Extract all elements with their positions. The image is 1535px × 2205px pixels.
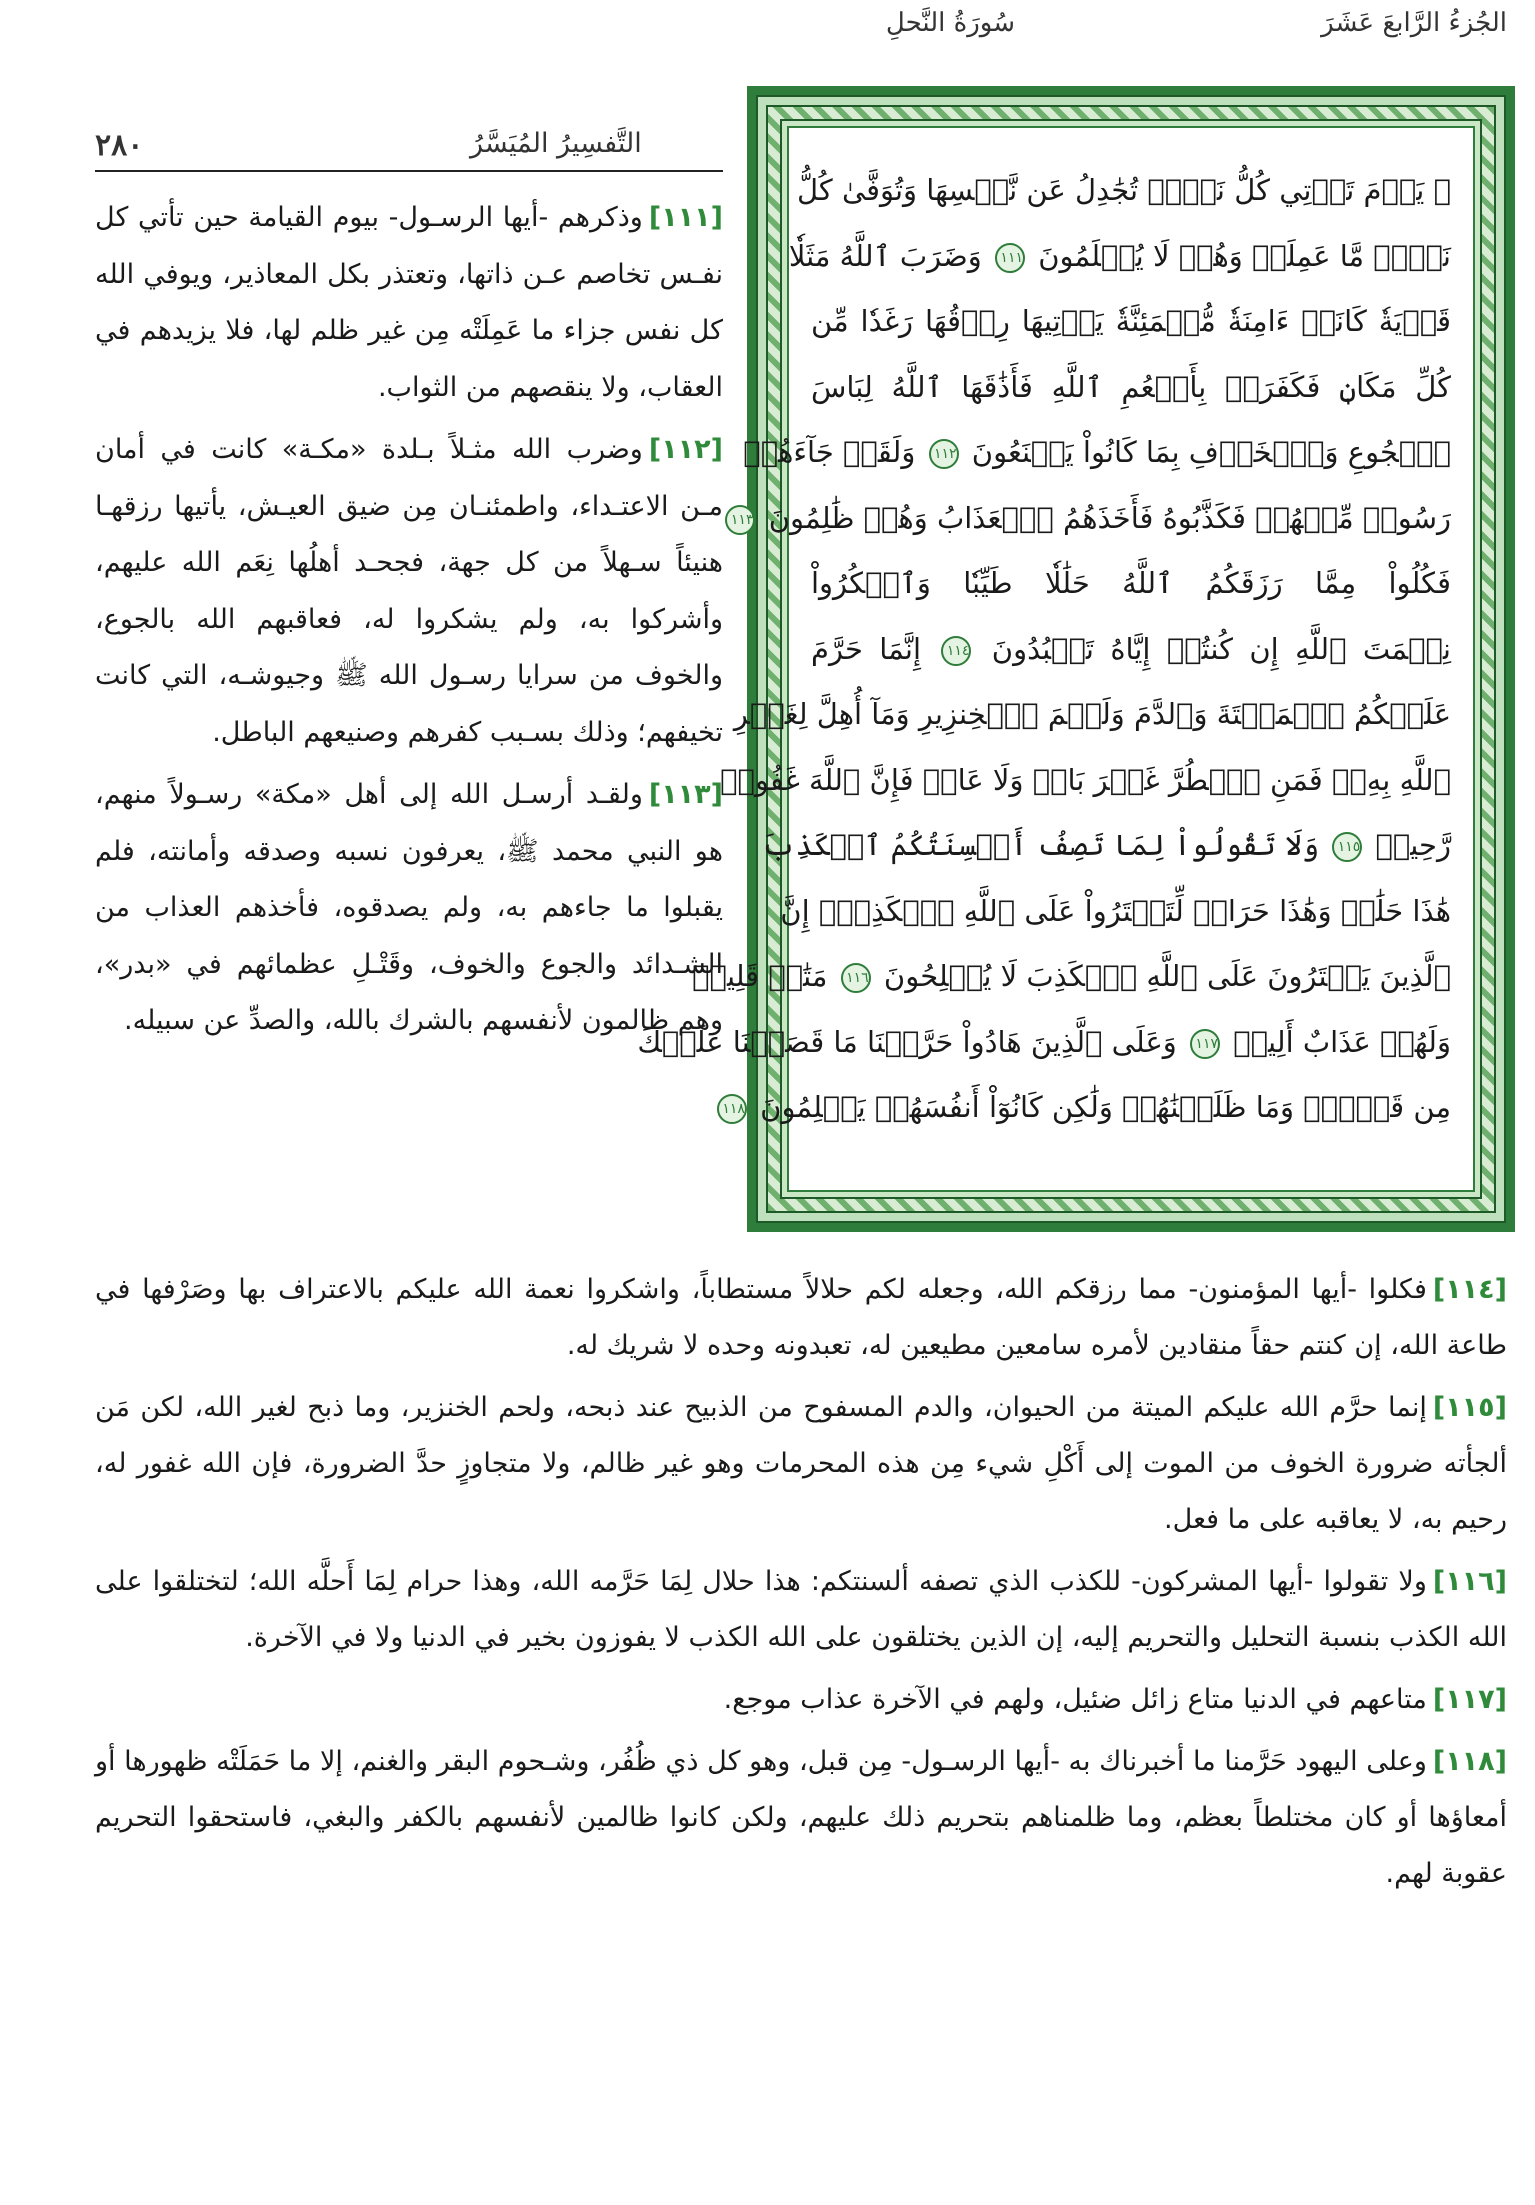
quran-text-segment: وَلَا تَقُولُواْ لِمَا تَصِفُ أَلۡسِنَتُكُمُ ٱلۡكَذِبَ bbox=[761, 828, 1320, 862]
verse-number: [١١١] bbox=[648, 202, 723, 233]
tafsir-paragraph bbox=[95, 1262, 1507, 1374]
quran-text-segment: ٱلَّذِينَ يَفۡتَرُونَ عَلَى ٱللَّهِ ٱلۡكَذِبَ لَا يُفۡلِحُونَ bbox=[883, 959, 1451, 993]
ayah-number-marker: ١١٧ bbox=[1190, 1029, 1220, 1059]
quran-text-segment: إِنَّمَا حَرَّمَ bbox=[811, 631, 921, 666]
quran-line bbox=[730, 486, 1451, 552]
quran-line bbox=[788, 224, 1451, 290]
tafsir-text: وضرب الله مثـلاً بـلدة «مكـة» كانت في أمان مـن الاعتـداء، واطمئنـان مِن ضيق العيـش، يأتيها رزقهـا هنيئاً سـهلاً من كل جهة، فجحـد أهلُها نِعَم الله عليهم، وأشركوا به، ولم يشكروا له، فعاقبهم الله بالجوع، والخوف من سرايا رسـول الله ﷺ وجيوشـه، التي كانت تخيفهم؛ وذلك بسـبب كفرهم وصنيعهم الباطل. bbox=[95, 434, 723, 748]
tafsir-text: وذكرهم -أيها الرسـول- بيوم القيامة حين تأتي كل نفـس تخاصم عـن ذاتها، وتعتذر بكل المعاذير، ويوفي الله كل نفس جزاء ما عَمِلَتْه مِن غير ظلم لها، فلا يزيدهم في العقاب، ولا ينقصهم من الثواب. bbox=[95, 202, 723, 403]
quran-line bbox=[796, 158, 1451, 224]
tafsir-text: ولا تقولوا -أيها المشركون- للكذب الذي تصفه ألسنتكم: هذا حلال لِمَا حَرَّمه الله، وهذا حرام لِمَا أَحلَّه الله؛ لتختلقوا على الله الكذب بنسبة التحليل والتحريم إليه، إن الذين يختلقون على الله الكذب لا يفوزون بخير في الدنيا ولا في الآخرة. bbox=[95, 1566, 1507, 1653]
quran-text-segment: ۞ يَوۡمَ تَأۡتِي كُلُّ نَفۡسٖ تُجَٰدِلُ عَن نَّفۡسِهَا وَتُوَفَّىٰ كُلُّ bbox=[796, 173, 1451, 207]
quran-text-panel bbox=[637, 126, 1475, 1192]
quran-line bbox=[722, 1075, 1451, 1141]
verse-number: [١١٦] bbox=[1432, 1566, 1507, 1597]
quran-line bbox=[811, 289, 1451, 355]
quran-text-segment: فَكُلُواْ مِمَّا رَزَقَكُمُ ٱللَّهُ حَلَٰلٗا طَيِّبٗا وَٱشۡكُرُواْ bbox=[811, 566, 1451, 600]
tafsir-paragraph bbox=[95, 1734, 1507, 1902]
quran-line bbox=[733, 682, 1451, 748]
verse-number: [١١٧] bbox=[1432, 1684, 1507, 1715]
tafsir-text: وعلى اليهود حَرَّمنا ما أخبرناك به -أيها الرسـول- مِن قبل، وهو كل ذي ظُفُر، وشـحوم البقر والغنم، إلا ما حَمَلَتْه ظهورها أو أمعاؤها أو كان مختلطاً بعظم، وما ظلمناهم بتحريم ذلك عليهم، ولكن كانوا ظالمين لأنفسهم بالكفر والبغي، فاستحقوا التحريم عقوبة لهم. bbox=[95, 1746, 1507, 1889]
quran-text-segment: رَسُولٞ مِّنۡهُمۡ فَكَذَّبُوهُ فَأَخَذَهُمُ ٱلۡعَذَابُ وَهُمۡ ظَٰلِمُونَ bbox=[768, 500, 1451, 535]
quran-text-segment: هَٰذَا حَلَٰلٞ وَهَٰذَا حَرَامٞ لِّتَفۡتَرُواْ عَلَى ٱللَّهِ ٱلۡكَذِبَۚ إِنَّ bbox=[780, 893, 1451, 928]
tafsir-title: التَّفسِيرُ المُيَسَّرُ bbox=[470, 128, 642, 159]
tafsir-paragraph bbox=[95, 767, 723, 1050]
quran-text-segment: رَّحِيمٞ bbox=[1375, 828, 1451, 862]
quran-line bbox=[811, 617, 1451, 683]
header-divider bbox=[95, 170, 723, 172]
ayah-number-marker: ١١٤ bbox=[941, 636, 971, 666]
ayah-number-marker: ١١٥ bbox=[1332, 832, 1362, 862]
quran-text-segment: قَرۡيَةٗ كَانَتۡ ءَامِنَةٗ مُّطۡمَئِنَّةٗ يَأۡتِيهَا رِزۡقُهَا رَغَدٗا مِّن bbox=[811, 304, 1451, 338]
tafsir-text: متاعهم في الدنيا متاع زائل ضئيل، ولهم في الآخرة عذاب موجع. bbox=[723, 1684, 1427, 1715]
quran-text-segment: نِعۡمَتَ ٱللَّهِ إِن كُنتُمۡ إِيَّاهُ تَعۡبُدُونَ bbox=[991, 631, 1451, 666]
quran-text-segment: وَلَقَدۡ جَآءَهُمۡ bbox=[743, 435, 916, 469]
tafsir-paragraph bbox=[95, 190, 723, 416]
quran-text-segment: ٱللَّهِ بِهِۦۖ فَمَنِ ٱضۡطُرَّ غَيۡرَ بَاغٖ وَلَا عَادٖ فَإِنَّ ٱللَّهَ غَفُورٞ bbox=[720, 762, 1451, 797]
quran-text-segment: ٱلۡجُوعِ وَٱلۡخَوۡفِ بِمَا كَانُواْ يَصۡنَعُونَ bbox=[971, 435, 1451, 469]
quran-line bbox=[637, 1010, 1451, 1076]
ayah-number-marker: ١١٣ bbox=[725, 505, 755, 535]
quran-line bbox=[761, 813, 1451, 879]
quran-line bbox=[811, 355, 1451, 421]
quran-text-segment: وَلَهُمۡ عَذَابٌ أَلِيمٞ bbox=[1233, 1024, 1451, 1059]
quran-line bbox=[811, 551, 1451, 617]
quran-frame bbox=[637, 86, 1515, 1232]
tafsir-paragraph bbox=[95, 422, 723, 761]
tafsir-column bbox=[95, 190, 723, 1056]
tafsir-full-width bbox=[95, 1262, 1507, 1908]
ayah-number-marker: ١١٨ bbox=[717, 1094, 747, 1124]
verse-number: [١١٨] bbox=[1432, 1746, 1507, 1777]
quran-line bbox=[720, 748, 1451, 814]
quran-line bbox=[743, 420, 1451, 486]
ayah-number-marker: ١١٦ bbox=[841, 963, 871, 993]
tafsir-text: إنما حرَّم الله عليكم الميتة من الحيوان، والدم المسفوح من الذبيح عند ذبحه، ولحم الخنزير، وما ذبح لغير الله، لكن مَن ألجأته ضرورة الخوف من الموت إلى أَكْلِ شيء مِن هذه المحرمات وهو غير ظالم، ولا متجاوزٍ حدَّ الضرورة، فإن الله غفور له، رحيم به، لا يعاقبه على ما فعل. bbox=[95, 1392, 1507, 1535]
quran-text-segment: كُلِّ مَكَانٖ فَكَفَرَتۡ بِأَنۡعُمِ ٱللَّهِ فَأَذَٰقَهَا ٱللَّهُ لِبَاسَ bbox=[811, 369, 1451, 404]
quran-text-segment: مِن قَبۡلُۖ وَمَا ظَلَمۡنَٰهُمۡ وَلَٰكِن كَانُوٓاْ أَنفُسَهُمۡ يَظۡلِمُونَ bbox=[760, 1090, 1451, 1124]
tafsir-text: ولقـد أرسـل الله إلى أهل «مكة» رسـولاً منهم، هو النبي محمد ﷺ، يعرفون نسبه وصدقه وأمانته، فلم يقبلوا ما جاءهم به، ولم يصدقوه، فأخذهم العذاب من الشـدائد والجوع والخوف، وقَتْـلِ عظمائهم في «بدر»، وهم ظالمون لأنفسهم بالشرك بالله، والصدِّ عن سبيله. bbox=[95, 779, 723, 1036]
ayah-number-marker: ١١٢ bbox=[929, 439, 959, 469]
quran-text-segment: مَتَٰعٞ قَلِيلٞ bbox=[692, 959, 828, 993]
verse-number: [١١٣] bbox=[648, 779, 723, 810]
tafsir-text: فكلوا -أيها المؤمنون- مما رزقكم الله، وجعله لكم حلالاً مستطاباً، واشكروا نعمة الله عليكم بالاعتراف بها وصَرْفها في طاعة الله، إن كنتم حقاً منقادين لأمره سامعين مطيعين له، تعبدونه وحده لا شريك له. bbox=[95, 1274, 1507, 1361]
tafsir-paragraph bbox=[95, 1554, 1507, 1666]
quran-text-segment: عَلَيۡكُمُ ٱلۡمَيۡتَةَ وَٱلدَّمَ وَلَحۡمَ ٱلۡخِنزِيرِ وَمَآ أُهِلَّ لِغَيۡرِ bbox=[733, 697, 1451, 731]
ayah-number-marker: ١١١ bbox=[995, 243, 1025, 273]
quran-line bbox=[692, 944, 1451, 1010]
quran-text-segment: وَعَلَى ٱلَّذِينَ هَادُواْ حَرَّمۡنَا مَا قَصَصۡنَا عَلَيۡكَ bbox=[637, 1024, 1177, 1059]
quran-line bbox=[780, 879, 1451, 945]
tafsir-paragraph bbox=[95, 1380, 1507, 1548]
page-number: ٢٨٠ bbox=[95, 128, 144, 163]
verse-number: [١١٤] bbox=[1432, 1274, 1507, 1305]
quran-text-segment: نَفۡسٖ مَّا عَمِلَتۡ وَهُمۡ لَا يُظۡلَمُونَ bbox=[1038, 238, 1451, 273]
tafsir-paragraph bbox=[95, 1672, 1507, 1728]
verse-number: [١١٢] bbox=[648, 434, 723, 465]
sura-label: سُورَةُ النَّحلِ bbox=[885, 8, 1015, 38]
verse-number: [١١٥] bbox=[1432, 1392, 1507, 1423]
juz-label: الجُزءُ الرَّابعَ عَشَرَ bbox=[1321, 8, 1507, 38]
quran-text-segment: وَضَرَبَ ٱللَّهُ مَثَلٗا bbox=[788, 238, 982, 273]
